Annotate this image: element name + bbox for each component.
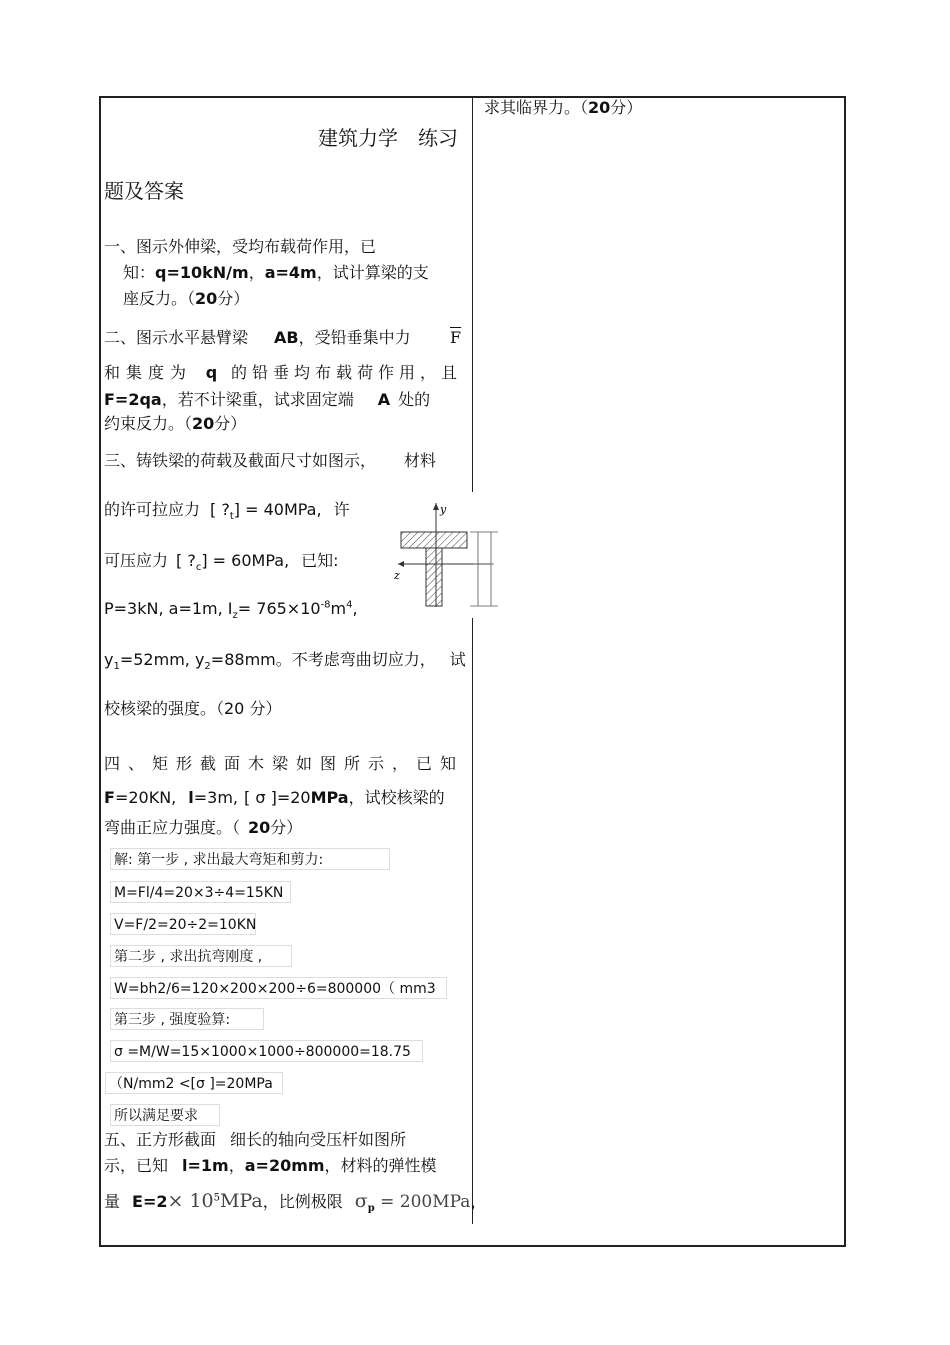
question-2-line2: 和集度为 q 的铅垂均布载荷作用，且 <box>104 363 462 382</box>
column-divider-bottom <box>472 618 473 1224</box>
question-5-line2: 示，已知 l=1m，a=20mm，材料的弹性模 <box>104 1156 437 1175</box>
solution-step-1: 解: 第一步 , 求出最大弯矩和剪力: <box>110 848 390 870</box>
question-2-line1: 二、图示水平悬臂梁 AB，受铅垂集中力 <box>104 328 411 347</box>
solution-stress: σ =M/W=15×1000×1000÷800000=18.75 <box>110 1040 423 1062</box>
question-3-line2: 的许可拉应力 [ $?_t] = 40MPa$, 许 <box>104 500 350 523</box>
question-3-line4: P=3kN, a=1m, $I_z= 765\times 10^{-8}m^4$, <box>104 599 358 622</box>
question-5-line3: 量 $E=2\times 10^5MPa$，比例极限 $\sigma_p = 200MPa$， <box>104 1190 487 1215</box>
axis-z-label: z <box>394 569 400 582</box>
force-F-symbol: $\overline{F}$ <box>450 328 462 347</box>
solution-step-2: 第二步 , 求出抗弯刚度 , <box>110 945 292 967</box>
solution-section-modulus: W=bh2/6=120×200×200÷6=800000（ mm3 <box>110 977 447 999</box>
t-section-figure <box>390 503 500 611</box>
question-4-line2: F=20KN, l=3m, [ σ ]=20MPa，试校核梁的 <box>104 788 445 807</box>
question-1-line2: 知：q=10kN/m，a=4m，试计算梁的支 <box>123 263 429 282</box>
page-title-line1: 建筑力学 练习 <box>318 126 458 150</box>
column-divider-top <box>472 96 473 492</box>
solution-step-3: 第三步 , 强度验算: <box>110 1008 264 1030</box>
question-4-line3: 弯曲正应力强度。（ 20分） <box>104 818 303 837</box>
question-3-line3: 可压应力 [ $?_c] = 60MPa$, 已知: <box>104 551 339 574</box>
question-4-line1: 四、矩形截面木梁如图所示，已知 <box>104 754 462 773</box>
solution-shear: V=F/2=20÷2=10KN <box>110 913 256 935</box>
question-1-line3: 座反力。（20分） <box>123 289 250 308</box>
question-3-line6: 校核梁的强度。（20 分） <box>104 699 282 718</box>
solution-moment: M=Fl/4=20×3÷4=15KN <box>110 881 291 903</box>
solution-compare: （N/mm2 <[σ ]=20MPa <box>105 1072 283 1094</box>
right-column-text: 求其临界力。（20分） <box>484 98 643 117</box>
solution-conclusion: 所以满足要求 <box>110 1104 220 1126</box>
question-3-line5: $y_1=52mm$, $y_2=88mm$。不考虑弯曲切应力， 试 <box>104 650 466 673</box>
question-5-line1: 五、正方形截面 细长的轴向受压杆如图所 <box>104 1130 407 1149</box>
question-1-line1: 一、图示外伸梁，受均布载荷作用，已 <box>104 237 377 256</box>
page-title-line2: 题及答案 <box>104 179 184 203</box>
question-3-line1: 三、铸铁梁的荷载及截面尺寸如图示， 材料 <box>104 451 437 470</box>
question-2-line3: F=2qa，若不计梁重，试求固定端 A 处的 <box>104 390 431 409</box>
question-2-line4: 约束反力。（20分） <box>104 414 247 433</box>
axis-y-label: y <box>440 503 447 516</box>
